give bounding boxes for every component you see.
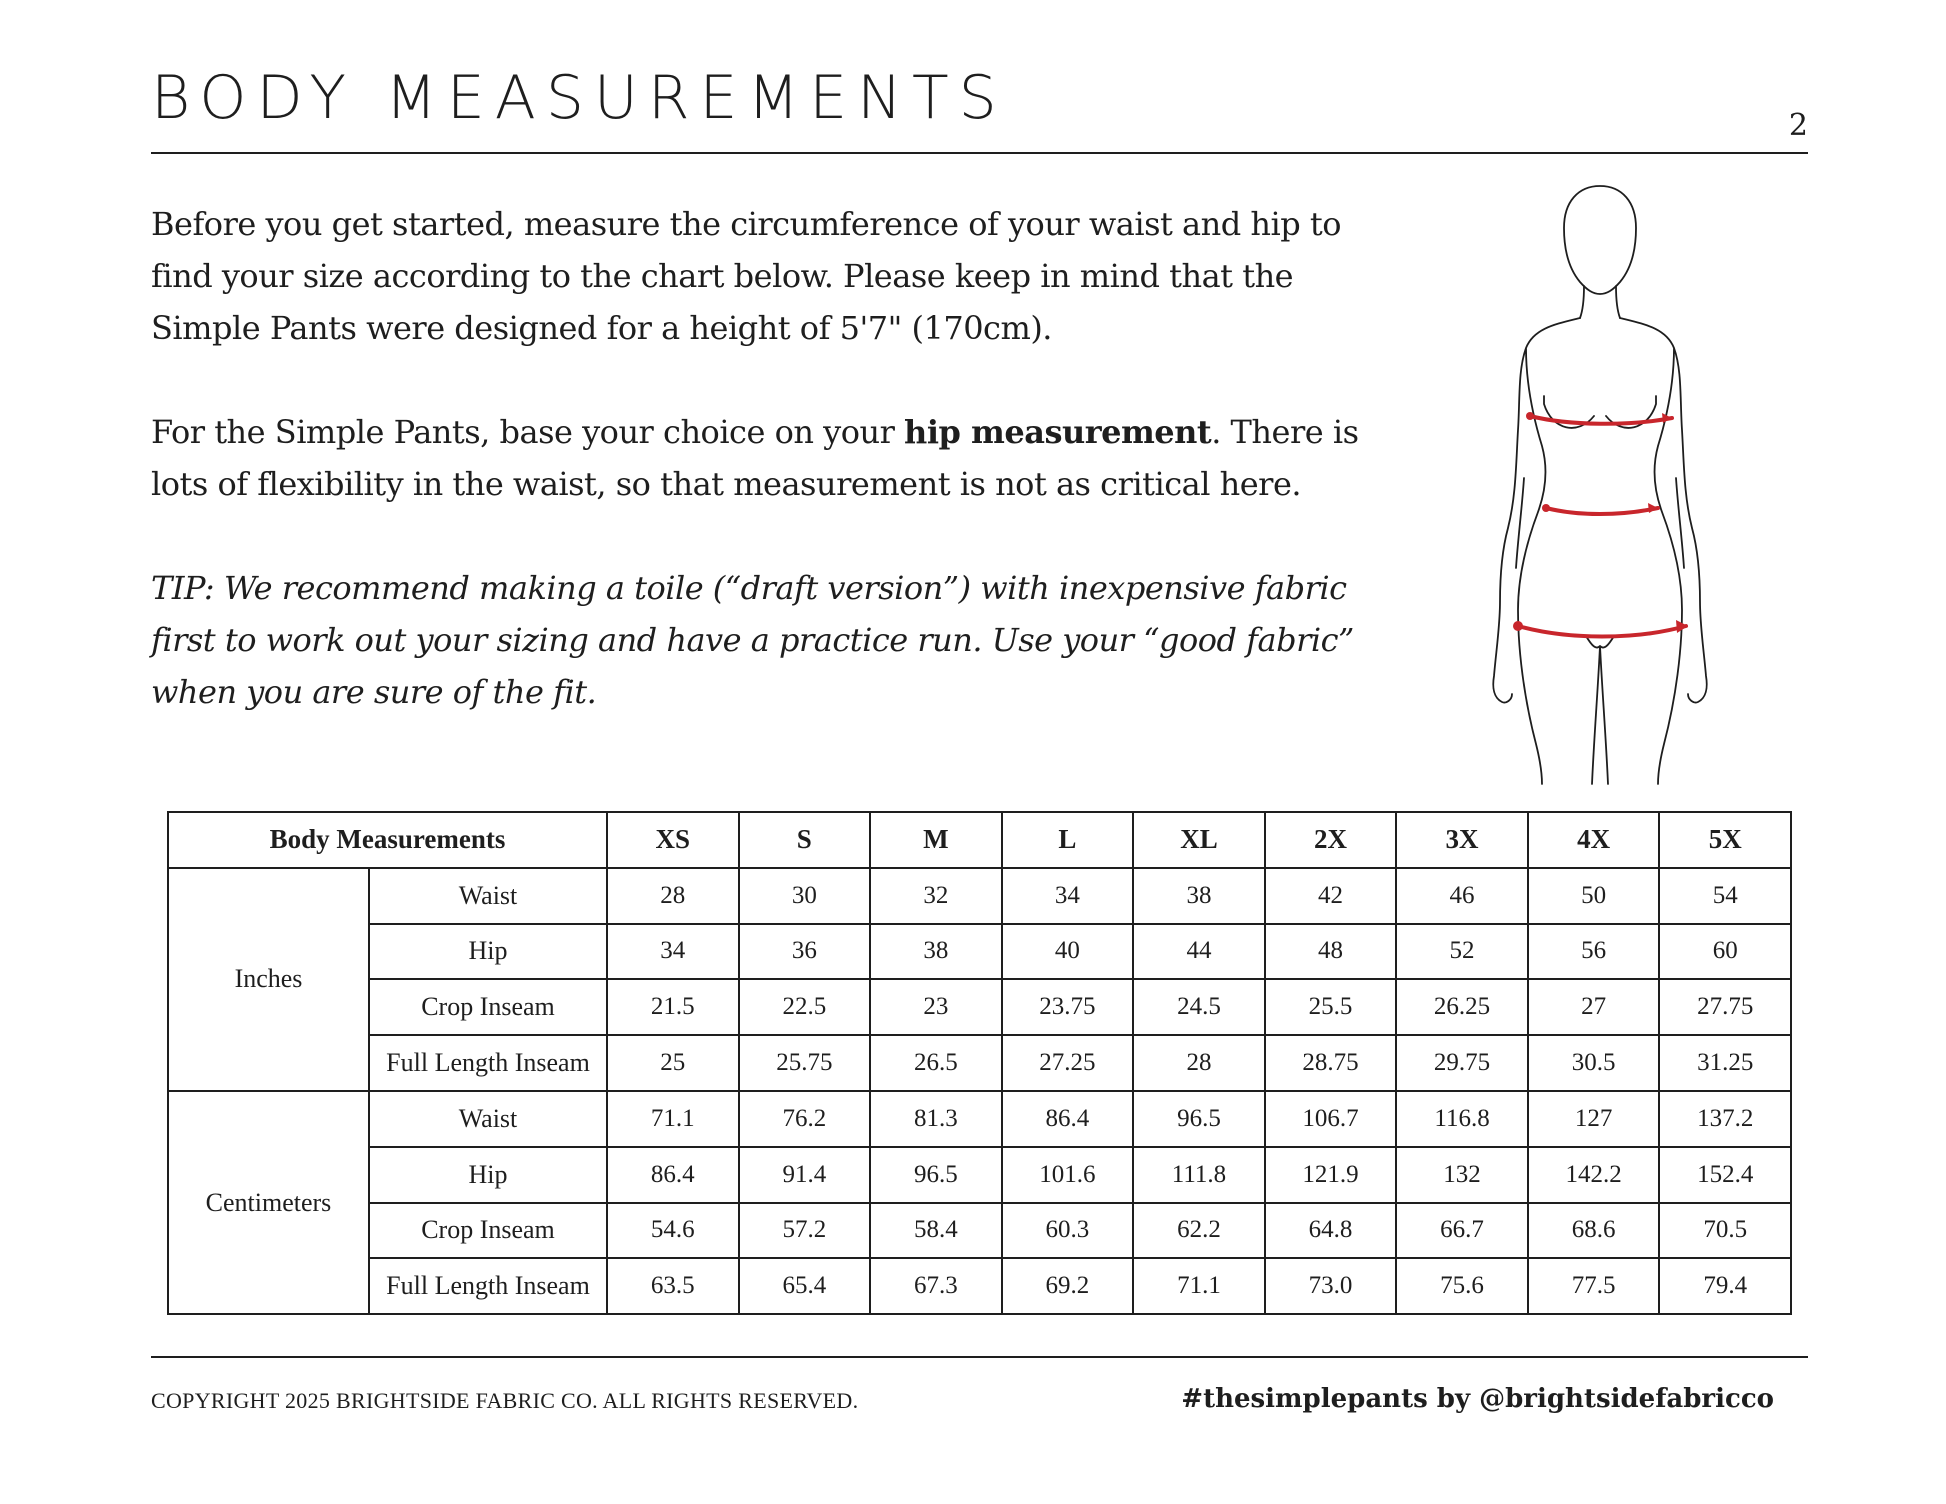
measurement-value: 127 bbox=[1528, 1091, 1660, 1147]
measurement-label: Crop Inseam bbox=[369, 979, 607, 1035]
figure-head bbox=[1564, 186, 1636, 294]
figure-left-side bbox=[1493, 318, 1580, 784]
measurement-value: 52 bbox=[1396, 924, 1528, 980]
measurement-value: 27.75 bbox=[1659, 979, 1791, 1035]
measurement-value: 48 bbox=[1265, 924, 1397, 980]
table-row bbox=[168, 1147, 1791, 1203]
measurement-value: 60.3 bbox=[1002, 1203, 1134, 1259]
intro-paragraph-sizing: Before you get started, measure the circumference of your waist and hip to find your size according to the chart below. Please keep in mind that the Simple Pants were designed for a height of 5'7" (170cm). bbox=[151, 205, 1342, 347]
header-divider bbox=[151, 152, 1808, 154]
intro-text bbox=[151, 198, 1381, 718]
measurement-value: 26.25 bbox=[1396, 979, 1528, 1035]
measurement-value: 86.4 bbox=[607, 1147, 739, 1203]
size-header-4x: 4X bbox=[1528, 812, 1660, 868]
measurement-value: 75.6 bbox=[1396, 1258, 1528, 1314]
measurement-label: Full Length Inseam bbox=[369, 1035, 607, 1091]
measurement-value: 132 bbox=[1396, 1147, 1528, 1203]
measurement-value: 152.4 bbox=[1659, 1147, 1791, 1203]
figure-inner-arms bbox=[1516, 478, 1684, 568]
measurement-value: 22.5 bbox=[739, 979, 871, 1035]
measurement-value: 56 bbox=[1528, 924, 1660, 980]
table-row bbox=[168, 979, 1791, 1035]
measurement-value: 60 bbox=[1659, 924, 1791, 980]
measurement-value: 23.75 bbox=[1002, 979, 1134, 1035]
measurement-value: 64.8 bbox=[1265, 1203, 1397, 1259]
size-header-xs: XS bbox=[607, 812, 739, 868]
unit-group-label: Inches bbox=[168, 868, 369, 1091]
measurement-value: 71.1 bbox=[607, 1091, 739, 1147]
measurement-value: 38 bbox=[1133, 868, 1265, 924]
measurement-value: 96.5 bbox=[1133, 1091, 1265, 1147]
measurement-label: Crop Inseam bbox=[369, 1203, 607, 1259]
measurement-value: 106.7 bbox=[1265, 1091, 1397, 1147]
measurement-value: 42 bbox=[1265, 868, 1397, 924]
measurement-label: Waist bbox=[369, 868, 607, 924]
measurement-value: 70.5 bbox=[1659, 1203, 1791, 1259]
size-header-5x: 5X bbox=[1659, 812, 1791, 868]
measurement-value: 40 bbox=[1002, 924, 1134, 980]
measurement-value: 86.4 bbox=[1002, 1091, 1134, 1147]
table-row bbox=[168, 868, 1791, 924]
measurement-value: 27.25 bbox=[1002, 1035, 1134, 1091]
measurement-value: 67.3 bbox=[870, 1258, 1002, 1314]
measurement-label: Waist bbox=[369, 1091, 607, 1147]
measurement-value: 28.75 bbox=[1265, 1035, 1397, 1091]
measurement-value: 25 bbox=[607, 1035, 739, 1091]
measurement-value: 111.8 bbox=[1133, 1147, 1265, 1203]
measurement-value: 62.2 bbox=[1133, 1203, 1265, 1259]
measurement-value: 81.3 bbox=[870, 1091, 1002, 1147]
measurement-value: 69.2 bbox=[1002, 1258, 1134, 1314]
measurement-value: 116.8 bbox=[1396, 1091, 1528, 1147]
measurement-value: 121.9 bbox=[1265, 1147, 1397, 1203]
measurement-value: 30.5 bbox=[1528, 1035, 1660, 1091]
social-hashtag: #thesimplepants by @brightsidefabricco bbox=[1181, 1384, 1774, 1414]
measurement-value: 137.2 bbox=[1659, 1091, 1791, 1147]
measurement-value: 57.2 bbox=[739, 1203, 871, 1259]
unit-group-label: Centimeters bbox=[168, 1091, 369, 1314]
size-header-row bbox=[168, 812, 1791, 868]
measurement-value: 73.0 bbox=[1265, 1258, 1397, 1314]
size-header-m: M bbox=[870, 812, 1002, 868]
hip-text-before: For the Simple Pants, base your choice on your bbox=[151, 413, 905, 451]
measurement-value: 38 bbox=[870, 924, 1002, 980]
measurement-value: 28 bbox=[1133, 1035, 1265, 1091]
waist-measure-line bbox=[1546, 508, 1658, 514]
measurement-value: 54 bbox=[1659, 868, 1791, 924]
footer-divider bbox=[151, 1356, 1808, 1358]
size-header-l: L bbox=[1002, 812, 1134, 868]
size-header-3x: 3X bbox=[1396, 812, 1528, 868]
figure-neck bbox=[1580, 286, 1620, 318]
figure-legs bbox=[1586, 636, 1614, 784]
measurement-value: 96.5 bbox=[870, 1147, 1002, 1203]
table-row bbox=[168, 1258, 1791, 1314]
measurement-value: 71.1 bbox=[1133, 1258, 1265, 1314]
measurement-value: 29.75 bbox=[1396, 1035, 1528, 1091]
copyright-notice: COPYRIGHT 2025 BRIGHTSIDE FABRIC CO. ALL RIGHTS RESERVED. bbox=[151, 1388, 859, 1413]
hip-measure-line bbox=[1518, 626, 1686, 637]
table-row bbox=[168, 1091, 1791, 1147]
measurement-value: 142.2 bbox=[1528, 1147, 1660, 1203]
measurement-value: 54.6 bbox=[607, 1203, 739, 1259]
hip-measurement-emphasis: hip measurement bbox=[904, 413, 1212, 451]
table-row bbox=[168, 1035, 1791, 1091]
measurement-value: 44 bbox=[1133, 924, 1265, 980]
measurement-value: 25.5 bbox=[1265, 979, 1397, 1035]
measurement-value: 66.7 bbox=[1396, 1203, 1528, 1259]
measurement-value: 50 bbox=[1528, 868, 1660, 924]
measurement-value: 23 bbox=[870, 979, 1002, 1035]
measurement-value: 24.5 bbox=[1133, 979, 1265, 1035]
measurement-value: 25.75 bbox=[739, 1035, 871, 1091]
measurement-value: 68.6 bbox=[1528, 1203, 1660, 1259]
measurement-value: 76.2 bbox=[739, 1091, 871, 1147]
measurement-value: 28 bbox=[607, 868, 739, 924]
body-figure-illustration bbox=[1460, 178, 1740, 788]
measurement-value: 34 bbox=[1002, 868, 1134, 924]
measurement-value: 32 bbox=[870, 868, 1002, 924]
size-header-2x: 2X bbox=[1265, 812, 1397, 868]
measurement-value: 46 bbox=[1396, 868, 1528, 924]
measurement-value: 27 bbox=[1528, 979, 1660, 1035]
page-number: 2 bbox=[1788, 108, 1808, 143]
measurement-value: 63.5 bbox=[607, 1258, 739, 1314]
measurement-value: 30 bbox=[739, 868, 871, 924]
size-chart-table bbox=[167, 811, 1792, 1315]
page-title: BODY MEASUREMENTS bbox=[151, 63, 1007, 133]
measurement-value: 101.6 bbox=[1002, 1147, 1134, 1203]
table-row bbox=[168, 924, 1791, 980]
table-header-label: Body Measurements bbox=[168, 812, 607, 868]
measurement-value: 79.4 bbox=[1659, 1258, 1791, 1314]
measurement-value: 36 bbox=[739, 924, 871, 980]
table-row bbox=[168, 1203, 1791, 1259]
measurement-value: 34 bbox=[607, 924, 739, 980]
hip-text-after: . There is lots of flexibility in the waist, so that measurement is not as critical here. bbox=[151, 413, 1359, 503]
measurement-value: 26.5 bbox=[870, 1035, 1002, 1091]
measurement-value: 21.5 bbox=[607, 979, 739, 1035]
measurement-value: 77.5 bbox=[1528, 1258, 1660, 1314]
measurement-value: 58.4 bbox=[870, 1203, 1002, 1259]
measurement-label: Full Length Inseam bbox=[369, 1258, 607, 1314]
measurement-label: Hip bbox=[369, 1147, 607, 1203]
measurement-label: Hip bbox=[369, 924, 607, 980]
measurement-value: 91.4 bbox=[739, 1147, 871, 1203]
figure-right-side bbox=[1620, 318, 1707, 784]
size-header-s: S bbox=[739, 812, 871, 868]
measurement-value: 31.25 bbox=[1659, 1035, 1791, 1091]
measurement-value: 65.4 bbox=[739, 1258, 871, 1314]
intro-paragraph-hip bbox=[151, 406, 1381, 510]
tip-paragraph: TIP: We recommend making a toile (“draft version”) with inexpensive fabric first to work out your sizing and have a practice run. Use your “good fabric” when you are sure of the fit. bbox=[151, 569, 1354, 711]
size-header-xl: XL bbox=[1133, 812, 1265, 868]
